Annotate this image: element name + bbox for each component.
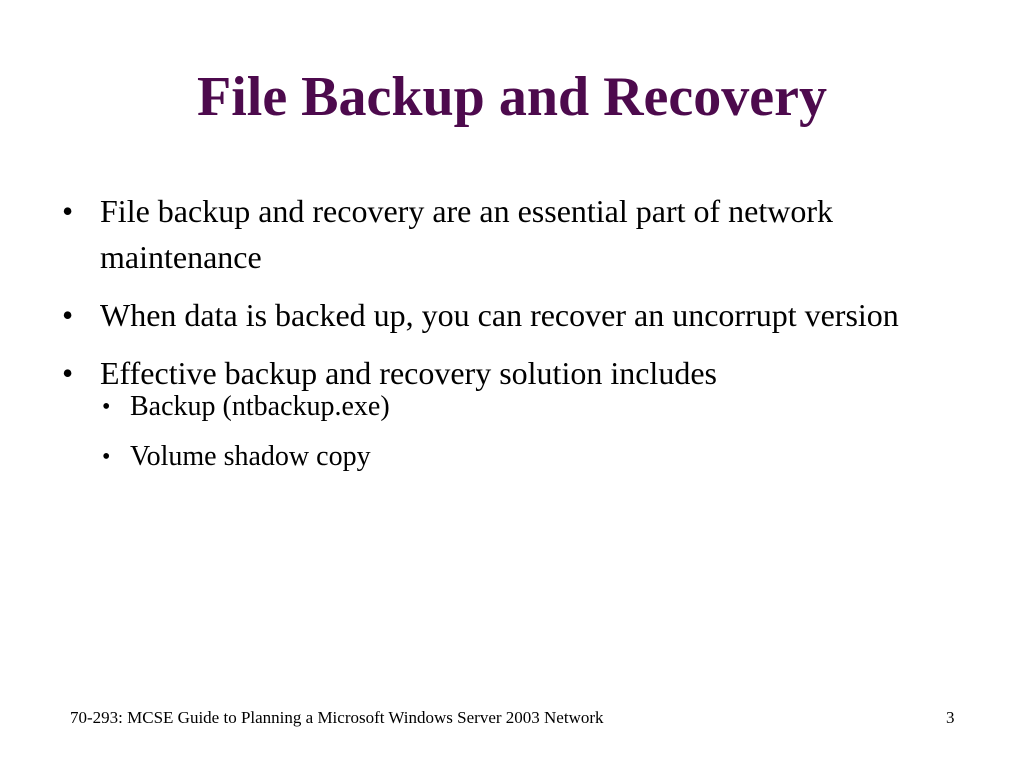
bullet-item (58, 188, 938, 280)
sub-bullet-item (100, 388, 938, 426)
bullet-icon: • (62, 193, 74, 229)
bullet-item (58, 292, 938, 338)
slide-title: File Backup and Recovery (197, 66, 827, 128)
sub-bullet-text: Volume shadow copy (130, 441, 371, 472)
sub-bullet-item (100, 438, 938, 476)
sub-bullet-icon: • (102, 394, 111, 420)
bullet-text: File backup and recovery are an essential part of network maintenance (100, 193, 834, 275)
footer-text: 70-293: MCSE Guide to Planning a Microsoft Windows Server 2003 Network (70, 708, 604, 727)
bullet-item (58, 350, 938, 476)
bullet-text: When data is backed up, you can recover an uncorrupt version (100, 297, 899, 333)
bullet-text: Effective backup and recovery solution includes (100, 355, 717, 391)
bullet-list (58, 188, 938, 488)
bullet-icon: • (62, 297, 74, 333)
sub-bullet-icon: • (102, 444, 111, 470)
bullet-icon: • (62, 355, 74, 391)
sub-bullet-text: Backup (ntbackup.exe) (130, 391, 390, 422)
sub-bullet-list (100, 388, 938, 476)
page-number: 3 (946, 708, 955, 727)
